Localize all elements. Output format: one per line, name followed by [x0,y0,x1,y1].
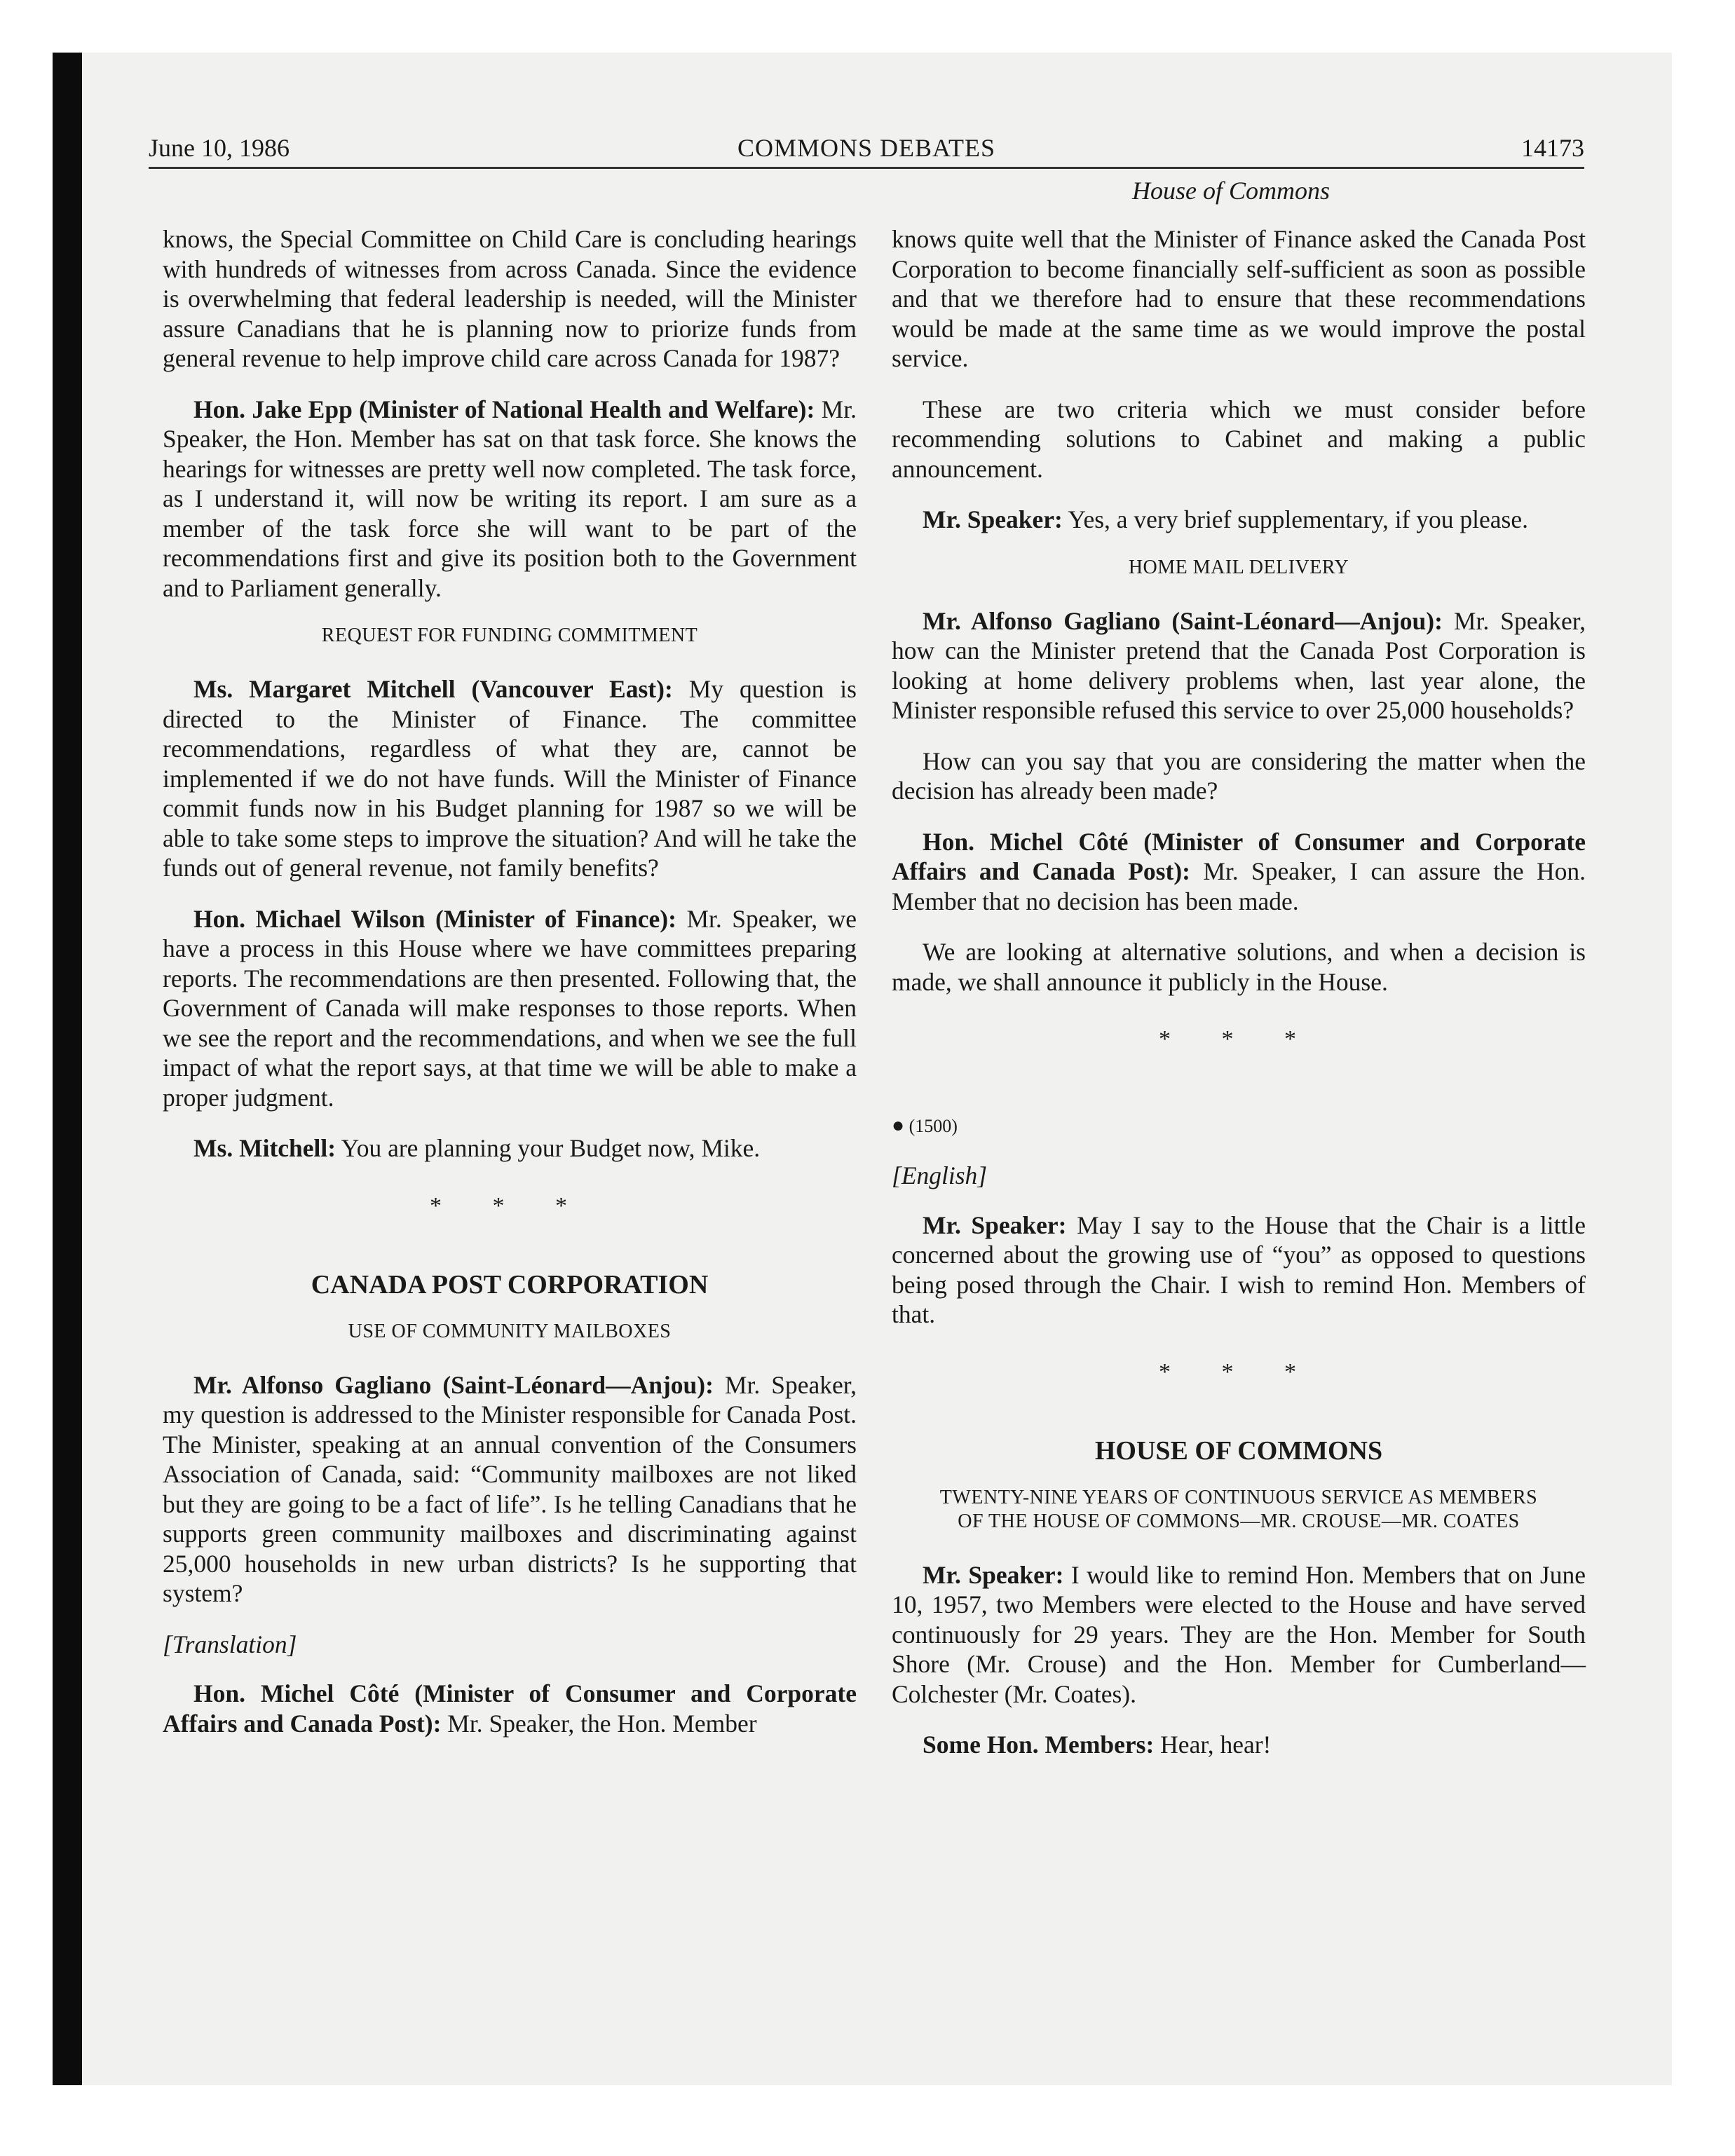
speaker-name: Some Hon. Members: [923,1731,1155,1759]
speech-text: Mr. Speaker, the Hon. Member [441,1709,757,1738]
header-rule [149,167,1584,169]
section-divider-stars: * * * [1159,1358,1319,1385]
translation-marker: [Translation] [163,1630,297,1658]
paragraph [163,395,857,603]
paragraph: We are looking at alternative solutions, and when a decision is made, we shall announce it publicly in the House. [892,938,1586,996]
paragraph [163,904,857,1113]
section-divider-stars: * * * [1159,1026,1319,1052]
paragraph [163,1679,857,1738]
paragraph [892,606,1586,725]
paragraph [163,674,857,883]
speech-text: Mr. Speaker, my question is addressed to the Minister responsible for Canada Post. The Minister, speaking at an annual convention of the Consumers Association of Canada, said: “Community mailboxes are not liked but they are going to be a fact of life”. Is he telling Canadians that he supports green community mailboxes and discriminating against 25,000 households in new urban districts? Is he supporting that system? [163,1370,857,1607]
scan-edge-bar [53,53,82,2085]
speech-text: Mr. Speaker, we have a process in this House where we have committees preparing reports. The recommendations are then presented. Following that, the Government of Canada will make responses to those reports. When we see the report and the recommendations, and when we see the full impact of what the report says, at that time we will be able to make a proper judgment. [163,904,857,1112]
speech-text: May I say to the House that the Chair is a little concerned about the growing use of “you” as opposed to questions being posed through the Chair. I wish to remind Hon. Members of that. [892,1210,1586,1328]
paragraph [892,1210,1586,1330]
subheading-service-line1: TWENTY-NINE YEARS OF CONTINUOUS SERVICE AS MEMBERS [939,1486,1538,1508]
speech-text: Hear, hear! [1154,1731,1272,1759]
time-marker-text: (1500) [909,1115,958,1136]
speaker-name: Ms. Mitchell: [193,1134,336,1162]
page-number: 14173 [1521,134,1584,162]
speech-text: I would like to remind Hon. Members that on June 10, 1957, two Members were elected to the House and have served continuously for 29 years. They are the Hon. Member for South Shore (Mr. Crouse) and the Hon. Member for Cumberland—Colchester (Mr. Coates). [892,1560,1586,1708]
heading-canada-post: CANADA POST CORPORATION [311,1270,709,1299]
paragraph: knows, the Special Committee on Child Care is concluding hearings with hundreds of witnesses from across Canada. Since the evidence is overwhelming that federal leadership is needed, will the Minister assure Canadians that he is planning now to priorize funds from general revenue to help improve child care across Canada for 1987? [163,225,857,372]
paragraph [892,827,1586,917]
speech-text: You are planning your Budget now, Mike. [336,1134,761,1162]
heading-house-of-commons: HOUSE OF COMMONS [1094,1436,1383,1466]
speech-text: Mr. Speaker, how can the Minister pretend that the Canada Post Corporation is looking at home delivery problems when, last year alone, the Minister responsible refused this service to over 25,000 households? [892,606,1586,724]
speech-text: My question is directed to the Minister of Finance. The committee recommendations, regardless of what they are, cannot be implemented if we do not have funds. Will the Minister of Finance commit funds now in his Budget planning for 1987 so we will be able to take some steps to improve the situation? And will he take the funds out of general revenue, not family benefits? [163,675,857,882]
english-marker: [English] [892,1161,988,1189]
paragraph [892,1560,1586,1710]
speech-text: Yes, a very brief supplementary, if you please. [1062,505,1528,533]
page-header [149,126,1584,167]
speaker-name: Mr. Speaker: [923,505,1063,533]
bullet-icon: ● [892,1113,905,1137]
speaker-name: Hon. Jake Epp (Minister of National Health and Welfare): [193,395,815,423]
speaker-name: Mr. Alfonso Gagliano (Saint-Léonard—Anjou): [193,1370,714,1399]
paragraph: These are two criteria which we must consider before recommending solutions to Cabinet and making a public announcement. [892,395,1586,483]
speaker-name: Hon. Michael Wilson (Minister of Finance): [193,904,676,933]
speaker-name: Mr. Alfonso Gagliano (Saint-Léonard—Anjou): [923,606,1443,635]
subheading-home-delivery: HOME MAIL DELIVERY [1128,556,1349,578]
right-column [892,224,1586,1781]
paragraph [163,1370,857,1609]
paragraph [892,1730,1586,1760]
paragraph: knows quite well that the Minister of Finance asked the Canada Post Corporation to become financially self-sufficient as soon as possible and that we therefore had to ensure that these recommendations would be made at the same time as we would improve the postal service. [892,225,1586,372]
subheading-service-line2: OF THE HOUSE OF COMMONS—MR. CROUSE—MR. COATES [958,1510,1520,1532]
header-date: June 10, 1986 [149,134,290,162]
document-page [149,126,1586,1759]
speech-text: Mr. Speaker, I can assure the Hon. Member that no decision has been made. [892,857,1586,915]
left-column [163,224,857,1759]
speaker-name: Mr. Speaker: [923,1560,1064,1589]
subheading-service [892,1486,1586,1534]
paragraph [163,1133,857,1164]
section-divider-stars: * * * [430,1192,590,1219]
paragraph [892,505,1586,535]
header-title: COMMONS DEBATES [737,134,996,162]
speaker-name: Ms. Margaret Mitchell (Vancouver East): [193,675,673,703]
speech-text: Mr. Speaker, the Hon. Member has sat on that task force. She knows the hearings for witnesses are pretty well now completed. The task force, as I understand it, will now be writing its report. I am sure as a member of the task force she will want to be part of the recommendations first and give its position both to the Government and to Parliament generally. [163,395,857,602]
speaker-name: Hon. Michel Côté (Minister of Consumer and Corporate Affairs and Canada Post): [163,1679,857,1738]
section-subheader: House of Commons [1131,177,1330,205]
subheading-mailboxes: USE OF COMMUNITY MAILBOXES [348,1320,672,1342]
speaker-name: Hon. Michel Côté (Minister of Consumer and Corporate Affairs and Canada Post): [892,827,1586,885]
subheading-request: REQUEST FOR FUNDING COMMITMENT [321,625,698,646]
time-marker [892,1111,1586,1142]
speaker-name: Mr. Speaker: [923,1210,1067,1239]
paragraph: How can you say that you are considering the matter when the decision has already been made? [892,746,1586,805]
